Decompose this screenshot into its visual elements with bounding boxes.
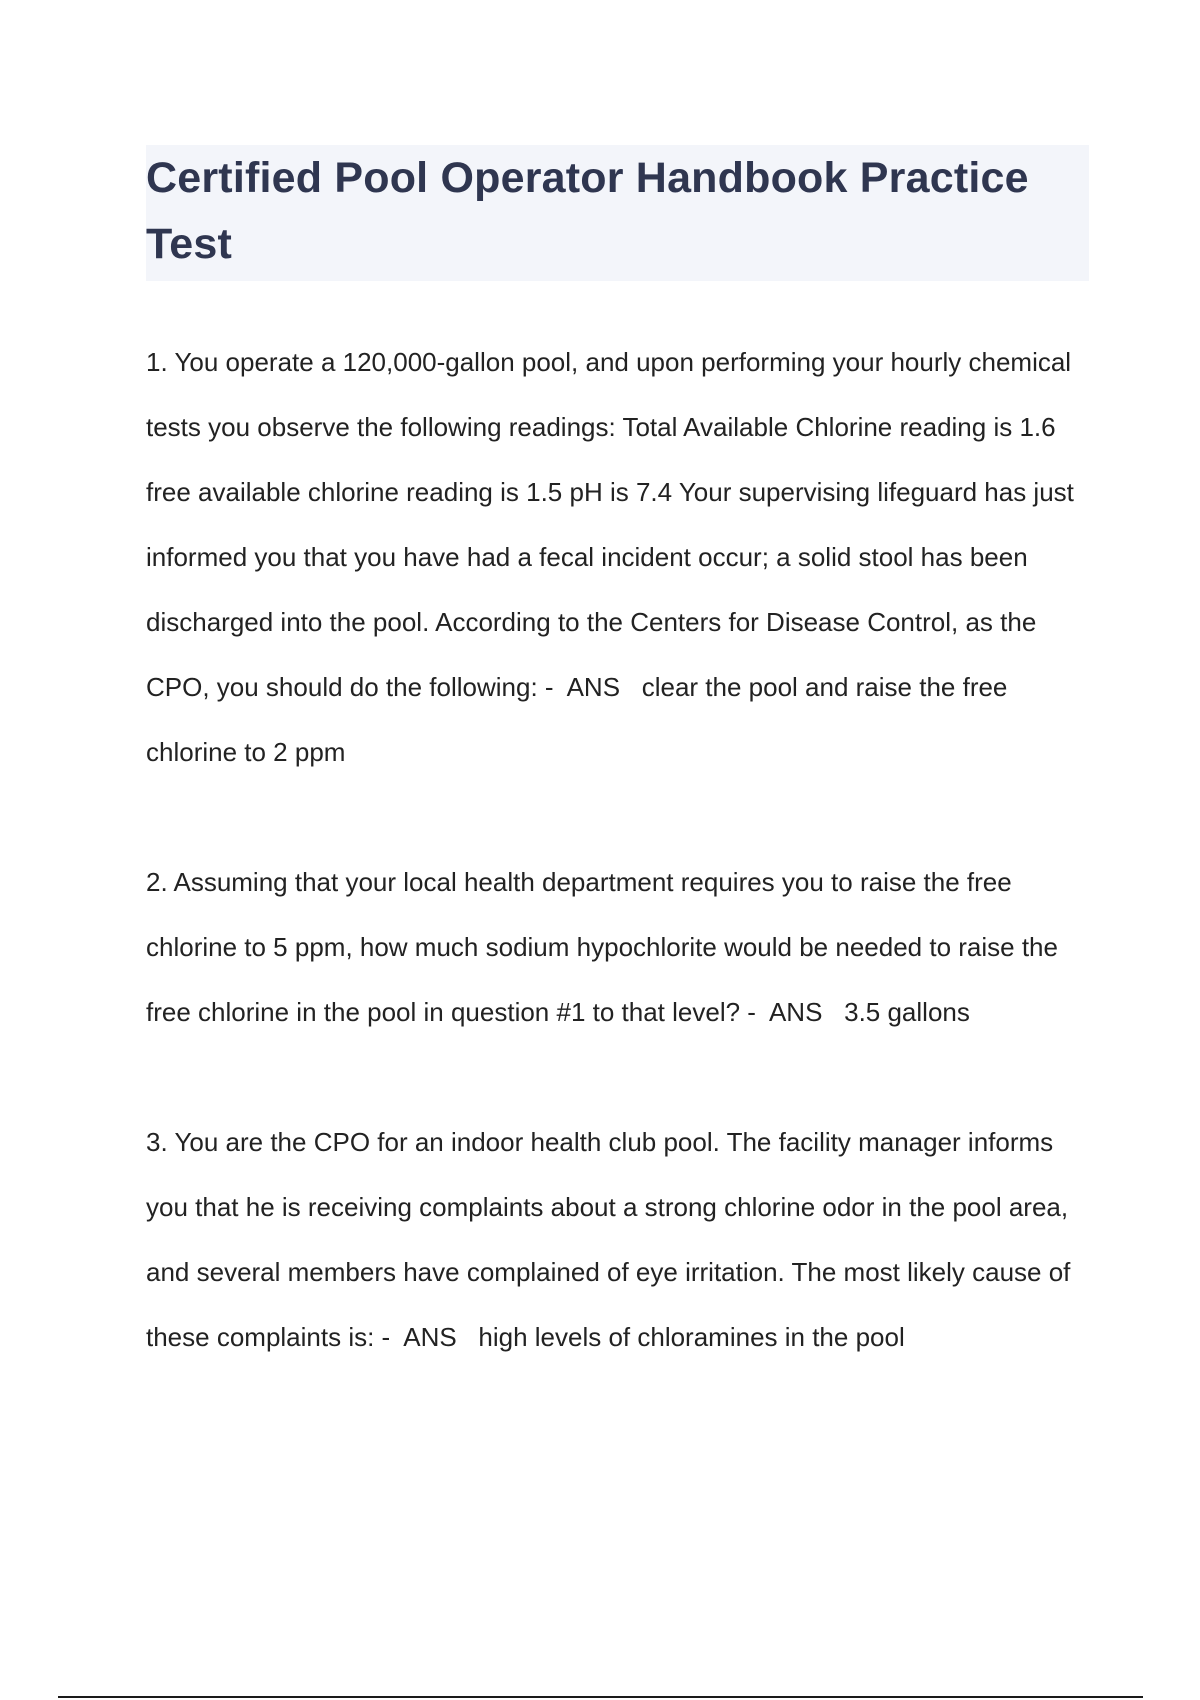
page-divider <box>58 1696 1143 1698</box>
answer-text: 3.5 gallons <box>844 997 970 1027</box>
question-list <box>146 330 1096 1370</box>
answer-text: clear the pool and raise the free chlorine to 2 ppm <box>146 672 1008 767</box>
answer-label: ANS <box>566 672 621 702</box>
question-text: 2. Assuming that your local health department requires you to raise the free chlorine to 5 ppm, how much sodium hypochlorite would be needed to raise the free chlorine in the pool in question #1 to that level? - <box>146 867 1058 1027</box>
question-1 <box>146 330 1096 785</box>
question-text: 1. You operate a 120,000-gallon pool, and upon performing your hourly chemical tests you observe the following readings: Total Available Chlorine reading is 1.6 free available chlorine reading is 1.5 pH is 7.4 Your supervising lifeguard has just informed you that you have had a fecal incident occur; a solid stool has been discharged into the pool. According to the Centers for Disease Control, as the CPO, you should do the following: - <box>146 347 1074 702</box>
question-2 <box>146 850 1096 1045</box>
title-banner <box>146 145 1089 281</box>
answer-text: high levels of chloramines in the pool <box>478 1322 905 1352</box>
page-title: Certified Pool Operator Handbook Practice Test <box>146 154 1029 268</box>
question-3 <box>146 1110 1096 1370</box>
answer-label: ANS <box>403 1322 457 1352</box>
question-text: 3. You are the CPO for an indoor health club pool. The facility manager informs you that he is receiving complaints about a strong chlorine odor in the pool area, and several members have complained of eye irritation. The most likely cause of these complaints is: - <box>146 1127 1071 1352</box>
answer-label: ANS <box>768 997 823 1027</box>
